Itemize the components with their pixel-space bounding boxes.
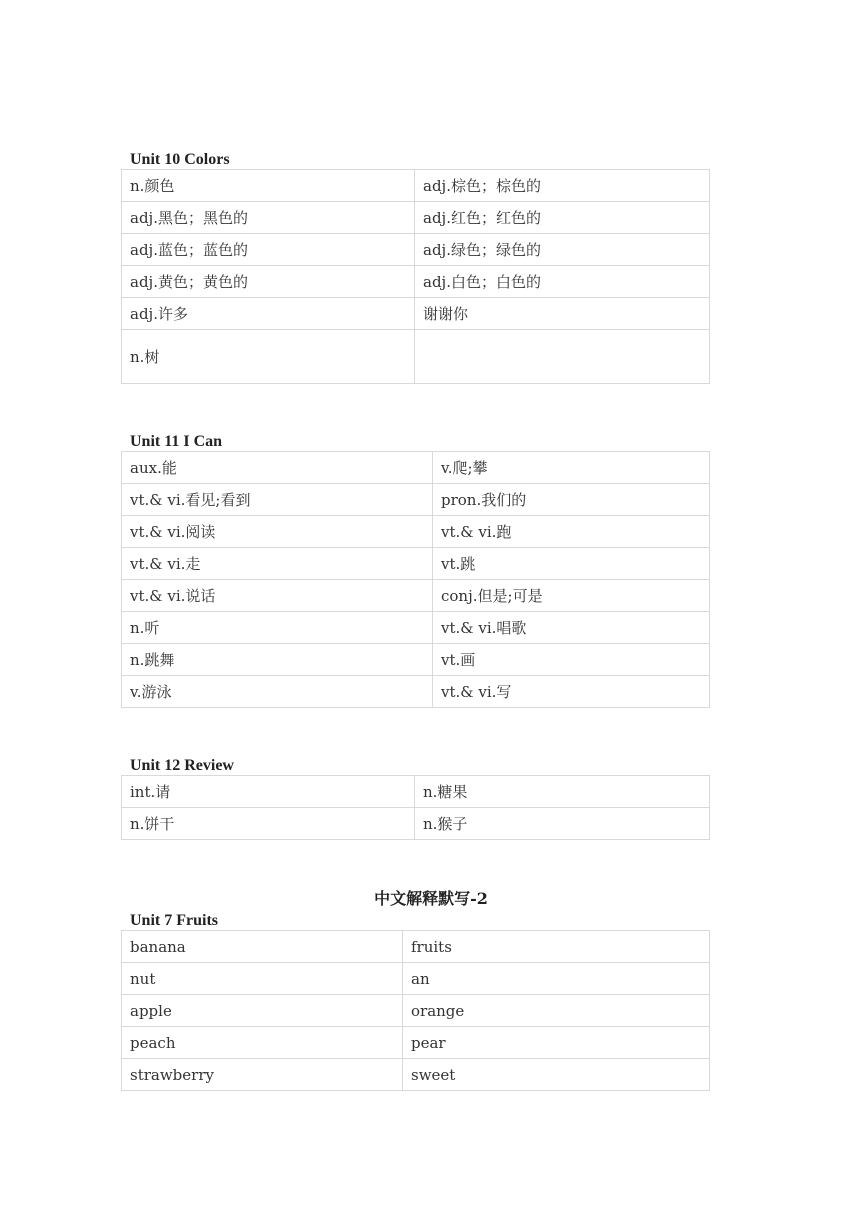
table-row (122, 995, 710, 1027)
table-cell: 谢谢你 (415, 298, 710, 330)
table-row (122, 234, 710, 266)
table-cell: adj.红色；红色的 (415, 202, 710, 234)
table-row (122, 298, 710, 330)
table-cell: vt.& vi.说话 (122, 580, 433, 612)
table-cell: vt.画 (433, 644, 710, 676)
table-cell: n.饼干 (122, 808, 415, 840)
table-row (122, 644, 710, 676)
table-cell: adj.蓝色；蓝色的 (122, 234, 415, 266)
table-row (122, 1059, 710, 1091)
table-row (122, 676, 710, 708)
table-cell: sweet (403, 1059, 710, 1091)
table-row (122, 516, 710, 548)
table-cell: apple (122, 995, 403, 1027)
table-row (122, 776, 710, 808)
unit-section (121, 757, 709, 840)
table-row (122, 963, 710, 995)
table-cell: peach (122, 1027, 403, 1059)
table-cell: n.颜色 (122, 170, 415, 202)
table-cell: adj.棕色；棕色的 (415, 170, 710, 202)
table-row (122, 484, 710, 516)
table-cell: vt.& vi.阅读 (122, 516, 433, 548)
table-cell: adj.黄色；黄色的 (122, 266, 415, 298)
table-cell: banana (122, 931, 403, 963)
table-cell: adj.黑色；黑色的 (122, 202, 415, 234)
table-cell (415, 330, 710, 384)
vocab-table (121, 169, 710, 384)
unit-section (121, 433, 709, 708)
table-row (122, 580, 710, 612)
table-cell: n.树 (122, 330, 415, 384)
page-heading: 中文解释默写-2 (374, 889, 488, 908)
table-cell: n.糖果 (415, 776, 710, 808)
table-cell: vt.& vi.走 (122, 548, 433, 580)
table-cell: n.跳舞 (122, 644, 433, 676)
table-cell: adj.许多 (122, 298, 415, 330)
table-cell: fruits (403, 931, 710, 963)
table-row (122, 330, 710, 384)
table-cell: vt.& vi.跑 (433, 516, 710, 548)
table-cell: adj.白色；白色的 (415, 266, 710, 298)
unit-title: Unit 7 Fruits (130, 912, 218, 929)
table-row (122, 931, 710, 963)
table-cell: n.听 (122, 612, 433, 644)
table-row (122, 452, 710, 484)
table-cell: vt.& vi.看见;看到 (122, 484, 433, 516)
table-cell: vt.& vi.写 (433, 676, 710, 708)
table-cell: orange (403, 995, 710, 1027)
table-row (122, 1027, 710, 1059)
unit-title: Unit 11 I Can (130, 433, 223, 450)
table-cell: an (403, 963, 710, 995)
unit-title: Unit 10 Colors (130, 151, 230, 168)
vocab-table (121, 775, 710, 840)
table-cell: v.爬;攀 (433, 452, 710, 484)
table-row (122, 202, 710, 234)
vocab-table (121, 451, 710, 708)
unit-section (121, 151, 709, 384)
table-cell: adj.绿色；绿色的 (415, 234, 710, 266)
table-cell: int.请 (122, 776, 415, 808)
table-cell: n.猴子 (415, 808, 710, 840)
table-cell: strawberry (122, 1059, 403, 1091)
table-cell: aux.能 (122, 452, 433, 484)
table-row (122, 170, 710, 202)
table-row (122, 612, 710, 644)
table-cell: vt.跳 (433, 548, 710, 580)
table-row (122, 548, 710, 580)
table-row (122, 808, 710, 840)
table-cell: pear (403, 1027, 710, 1059)
table-cell: vt.& vi.唱歌 (433, 612, 710, 644)
table-row (122, 266, 710, 298)
table-cell: pron.我们的 (433, 484, 710, 516)
table-cell: nut (122, 963, 403, 995)
table-cell: conj.但是;可是 (433, 580, 710, 612)
unit-section (121, 912, 709, 1091)
unit-title: Unit 12 Review (130, 757, 234, 774)
vocab-table (121, 930, 710, 1091)
table-cell: v.游泳 (122, 676, 433, 708)
